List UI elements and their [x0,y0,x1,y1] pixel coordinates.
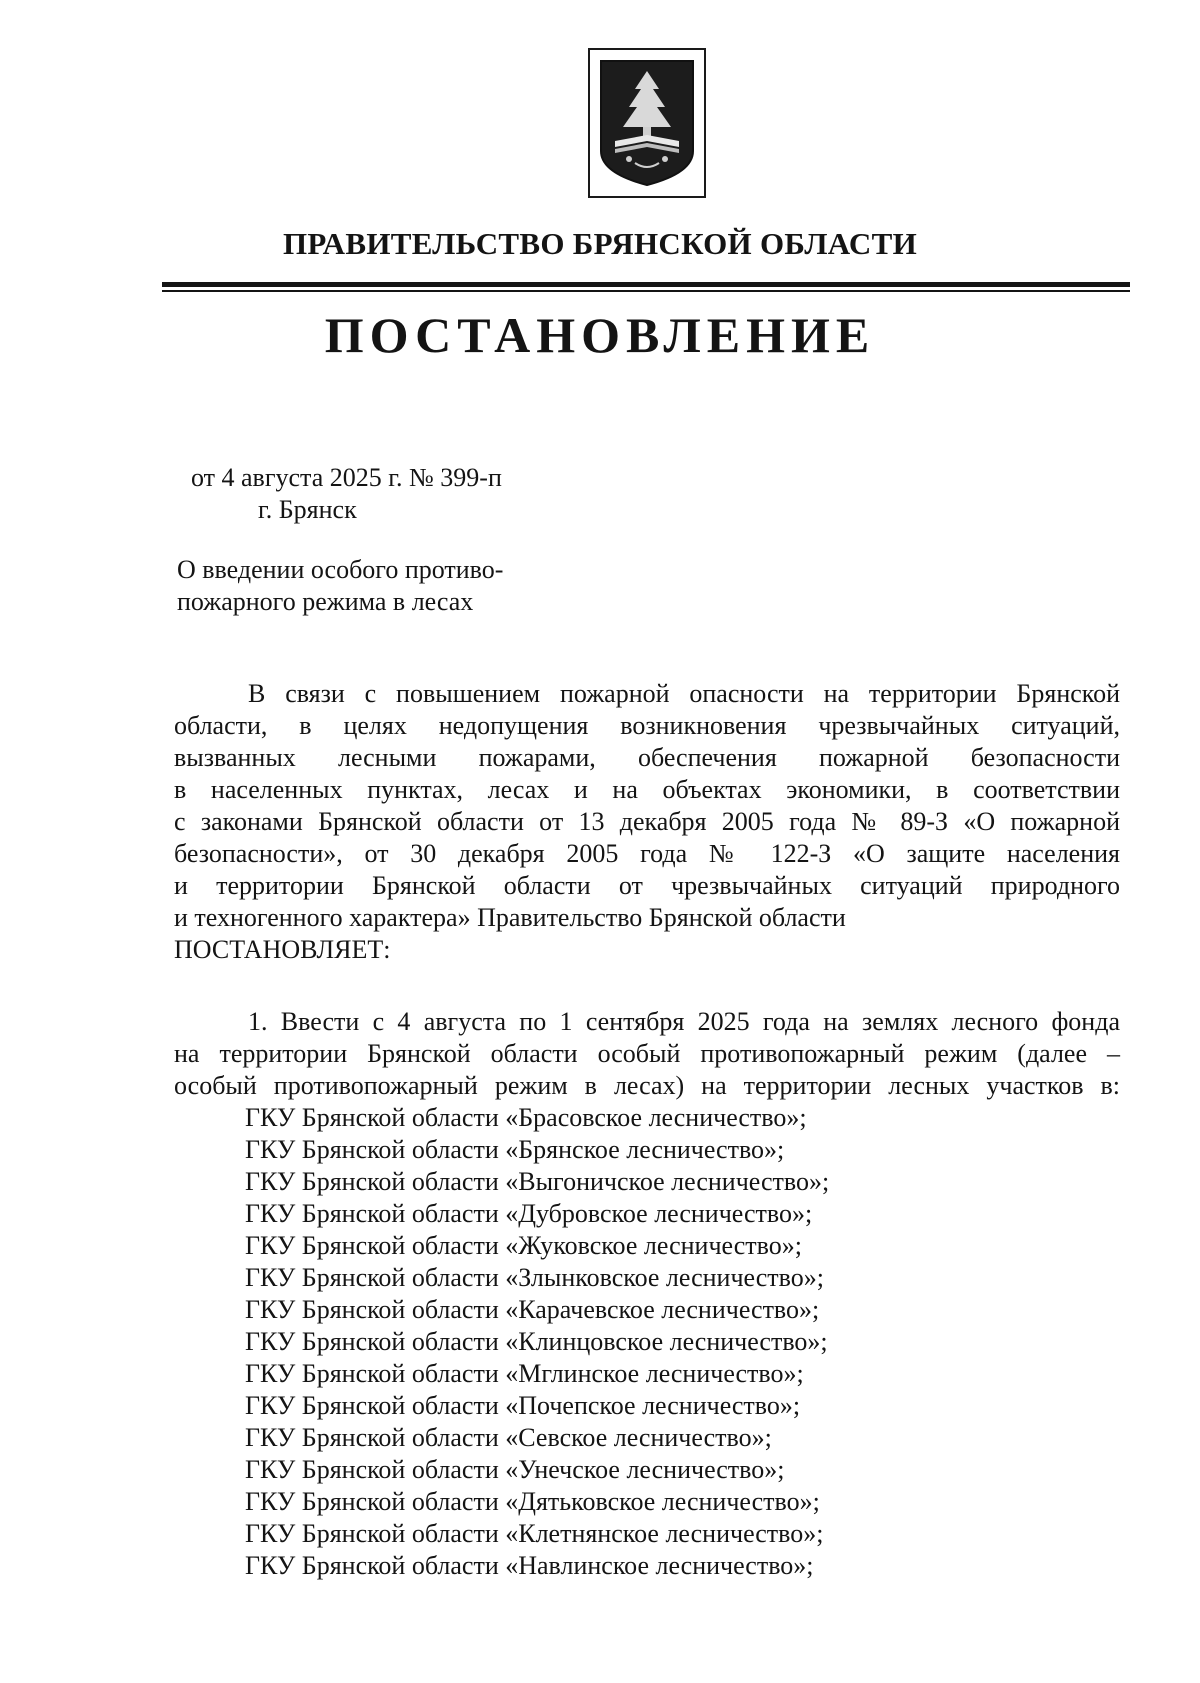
bryansk-coat-of-arms-icon [588,48,706,198]
coat-of-arms-shield-icon [595,55,699,191]
list-item: ГКУ Брянской области «Клетнянское лесничество»; [245,1519,824,1548]
document-subject-line: О введении особого противо- [177,555,504,584]
header-divider-thin [162,290,1130,292]
preamble-line: вызванных лесными пожарами, обеспечения пожарной безопасности [174,743,1120,772]
list-item: ГКУ Брянской области «Злынковское лесничество»; [245,1263,824,1292]
list-item: ГКУ Брянской области «Почепское лесничество»; [245,1391,801,1420]
document-date-number: от 4 августа 2025 г. № 399-п [191,463,502,492]
clause-line: особый противопожарный режим в лесах) на территории лесных участков в: [174,1071,1120,1100]
resolves-heading: ПОСТАНОВЛЯЕТ: [174,935,391,964]
preamble-line: и техногенного характера» Правительство Брянской области [174,903,846,932]
header-divider-thick [162,282,1130,287]
preamble-line: с законами Брянской области от 13 декабря 2005 года № 89-З «О пожарной [174,807,1120,836]
list-item: ГКУ Брянской области «Карачевское лесничество»; [245,1295,820,1324]
preamble-line: безопасности», от 30 декабря 2005 года № 122-З «О защите населения [174,839,1120,868]
list-item: ГКУ Брянской области «Клинцовское лесничество»; [245,1327,828,1356]
list-item: ГКУ Брянской области «Навлинское лесничество»; [245,1551,814,1580]
list-item: ГКУ Брянской области «Дятьковское лесничество»; [245,1487,820,1516]
document-subject-line: пожарного режима в лесах [177,587,474,616]
list-item: ГКУ Брянской области «Дубровское лесничество»; [245,1199,813,1228]
list-item: ГКУ Брянской области «Севское лесничество»; [245,1423,772,1452]
list-item: ГКУ Брянской области «Мглинское лесничество»; [245,1359,804,1388]
document-city: г. Брянск [258,495,357,524]
document-type-title: ПОСТАНОВЛЕНИЕ [324,307,876,363]
list-item: ГКУ Брянской области «Выгоничское лесничество»; [245,1167,830,1196]
organization-title: ПРАВИТЕЛЬСТВО БРЯНСКОЙ ОБЛАСТИ [282,226,918,261]
clause-line: на территории Брянской области особый противопожарный режим (далее – [174,1039,1120,1068]
preamble-line: в населенных пунктах, лесах и на объектах экономики, в соответствии [174,775,1120,804]
preamble-line: В связи с повышением пожарной опасности на территории Брянской [248,679,1120,708]
clause-line: 1. Ввести с 4 августа по 1 сентября 2025 года на землях лесного фонда [248,1007,1120,1036]
preamble-line: области, в целях недопущения возникновения чрезвычайных ситуаций, [174,711,1120,740]
list-item: ГКУ Брянской области «Унечское лесничество»; [245,1455,785,1484]
list-item: ГКУ Брянской области «Жуковское лесничество»; [245,1231,802,1260]
list-item: ГКУ Брянской области «Брянское лесничество»; [245,1135,785,1164]
list-item: ГКУ Брянской области «Брасовское лесничество»; [245,1103,807,1132]
preamble-line: и территории Брянской области от чрезвычайных ситуаций природного [174,871,1120,900]
